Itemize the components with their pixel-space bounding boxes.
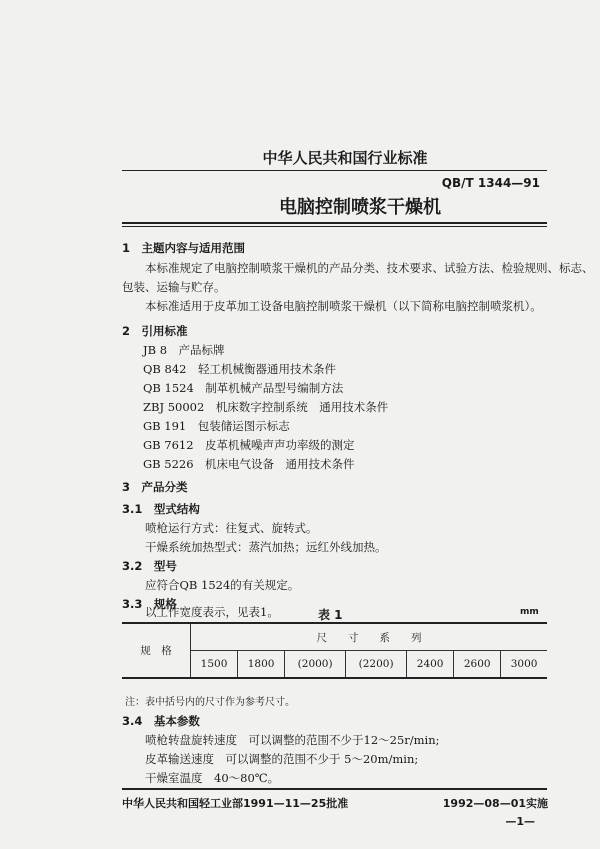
table-caption: 表 1	[318, 608, 343, 622]
reference-item: GB 5226 机床电气设备 通用技术条件	[143, 457, 355, 471]
reference-item: QB 842 轻工机械衡器通用技术条件	[143, 362, 336, 376]
table-cell: 1800	[238, 651, 285, 679]
table-cell: 2600	[454, 651, 501, 679]
reference-item: GB 7612 皮革机械噪声声功率级的测定	[143, 438, 355, 452]
org-title: 中华人民共和国行业标准	[262, 149, 428, 167]
row-header: 规 格	[122, 623, 191, 678]
parameter-line: 皮革输送速度 可以调整的范围不少于 5～20m/min;	[145, 752, 419, 766]
subsection-heading: 3.3 规格	[122, 597, 177, 611]
divider	[122, 170, 547, 171]
paragraph: 以工作宽度表示，见表1。	[145, 605, 279, 619]
table-cell: 3000	[501, 651, 547, 679]
table-cell: 1500	[191, 651, 238, 679]
parameter-line: 喷枪转盘旋转速度 可以调整的范围不少于12～25r/min;	[145, 733, 440, 747]
table-note: 注：表中括号内的尺寸作为参考尺寸。	[125, 697, 295, 708]
section-heading: 1 主题内容与适用范围	[122, 241, 246, 255]
section-heading: 3 产品分类	[122, 480, 188, 494]
paragraph: 喷枪运行方式：往复式、旋转式。	[145, 521, 318, 535]
reference-item: ZBJ 50002 机床数字控制系统 通用技术条件	[143, 400, 389, 414]
divider	[122, 222, 547, 224]
divider	[122, 226, 547, 227]
subsection-heading: 3.1 型式结构	[122, 502, 200, 516]
subsection-heading: 3.4 基本参数	[122, 714, 200, 728]
paragraph: 本标准适用于皮革加工设备电脑控制喷浆干燥机（以下简称电脑控制喷浆机）。	[145, 299, 542, 313]
table-cell: (2200)	[346, 651, 407, 679]
divider	[122, 788, 547, 790]
spec-table	[122, 622, 547, 679]
section-heading: 2 引用标准	[122, 324, 188, 338]
paragraph: 本标准规定了电脑控制喷浆干燥机的产品分类、技术要求、试验方法、检验规则、标志、	[145, 261, 594, 275]
effective-date: 1992—08—01实施	[442, 797, 548, 810]
paragraph: 包装、运输与贮存。	[122, 280, 226, 294]
table-unit: mm	[520, 607, 539, 617]
subsection-heading: 3.2 型号	[122, 559, 177, 573]
table-cell: 2400	[407, 651, 454, 679]
table-cell: (2000)	[285, 651, 346, 679]
paragraph: 干燥系统加热型式：蒸汽加热；远红外线加热。	[145, 540, 387, 554]
paragraph: 应符合QB 1524的有关规定。	[145, 578, 300, 592]
document-title: 电脑控制喷浆干燥机	[279, 197, 441, 218]
approval-date: 中华人民共和国轻工业部1991—11—25批准	[122, 797, 349, 810]
standard-number: QB/T 1344—91	[441, 176, 540, 190]
reference-item: JB 8 产品标牌	[143, 343, 225, 357]
reference-item: QB 1524 制革机械产品型号编制方法	[143, 381, 344, 395]
parameter-line: 干燥室温度 40～80℃。	[145, 771, 280, 785]
group-header: 尺 寸 系 列	[191, 623, 548, 651]
page-number: —1—	[505, 815, 535, 828]
reference-item: GB 191 包装储运图示标志	[143, 419, 290, 433]
